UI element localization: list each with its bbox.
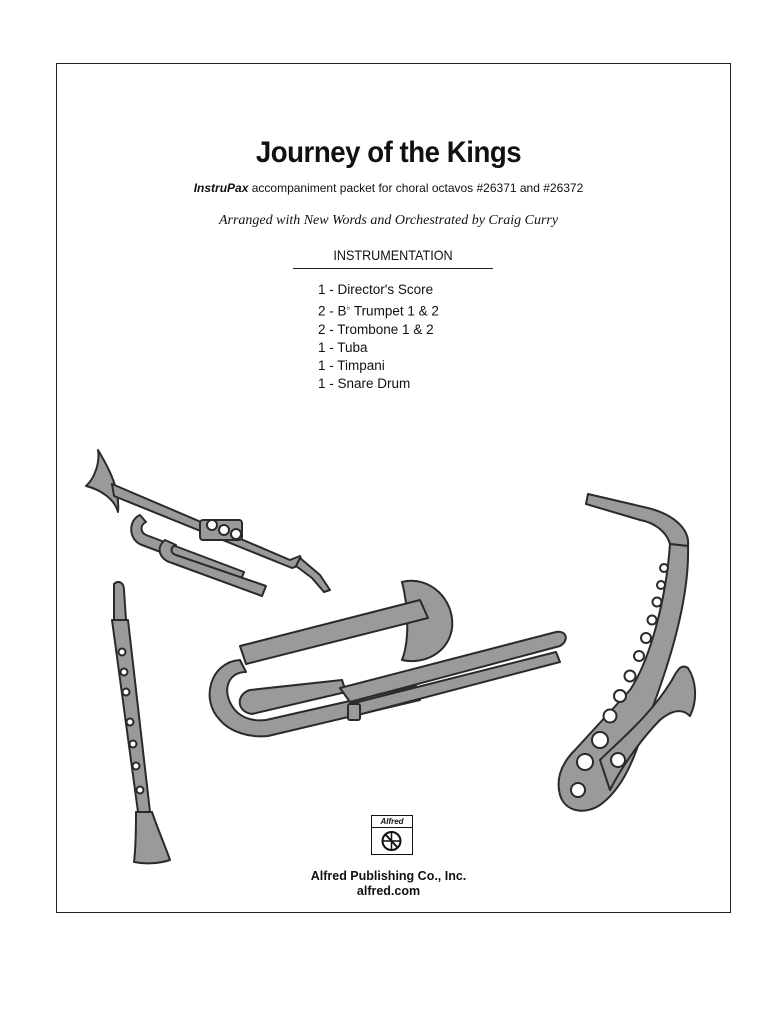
page-title: Journey of the Kings: [255, 136, 522, 169]
list-item: 1 - Snare Drum: [318, 375, 411, 391]
publisher-block: [0, 869, 777, 899]
subtitle-text: accompaniment packet for choral octavos #26371 and #26372: [248, 181, 584, 195]
alfred-logo: [371, 815, 413, 855]
list-item: 2 - B♭ Trumpet 1 & 2: [318, 303, 439, 319]
logo-wordmark: Alfred: [372, 816, 412, 828]
list-item: 2 - Trombone 1 & 2: [318, 321, 434, 337]
subtitle-brand: InstruPax: [193, 181, 249, 195]
publisher-url: alfred.com: [356, 884, 421, 898]
list-item: 1 - Tuba: [318, 339, 368, 355]
clarinet-illustration: [112, 582, 170, 863]
instrumentation-heading: INSTRUMENTATION: [333, 247, 453, 263]
arranger-credit: Arranged with New Words and Orchestrated by Craig Curry: [218, 213, 559, 228]
list-item: 1 - Director's Score: [318, 282, 434, 297]
list-item: 1 - Timpani: [318, 357, 385, 373]
trombone-illustration: [210, 581, 566, 737]
saxophone-illustration: [559, 494, 696, 811]
alfred-emblem-icon: [372, 828, 411, 854]
trumpet-illustration: [86, 450, 330, 596]
publisher-name: Alfred Publishing Co., Inc.: [310, 869, 467, 883]
